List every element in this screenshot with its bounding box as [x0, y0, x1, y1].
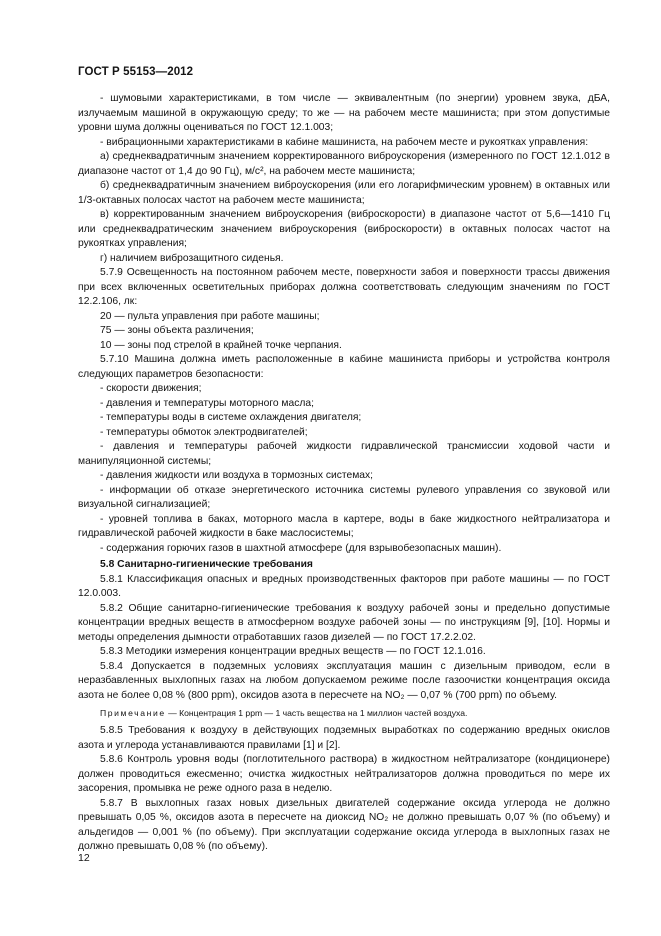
list-item: - температуры обмоток электродвигателей; — [100, 426, 308, 438]
list-item: - давления жидкости или воздуха в тормозных системах; — [100, 470, 374, 481]
list-item: - скорости движения; — [100, 383, 202, 394]
list-item: - температуры воды в системе охлаждения двигателя; — [100, 412, 362, 423]
paragraph: 5.8.7 В выхлопных газах новых дизельных двигателей содержание оксида углерода не должно превышать 0,05 %, оксидов азота в пересчете на диоксид NO₂ не должно превышать 0,07 % (по объему) и альдегидов — 0,001 % (по объему). При эксплуатации содержание оксида углерода в выхлопных газах не должно превышать 0,08 % (по объему). — [78, 797, 610, 852]
paragraph: а) среднеквадратичным значением корректированного виброускорения (измеренного по ГОСТ 12.1.012 в диапазоне частот от 1,4 до 90 Гц), м/с², на рабочем месте машиниста; — [78, 151, 610, 177]
paragraph: 5.8.3 Методики измерения концентрации вредных веществ — по ГОСТ 12.1.016. — [100, 646, 486, 657]
document-header: ГОСТ Р 55153—2012 — [78, 66, 194, 78]
note — [78, 707, 610, 719]
list-item: - уровней топлива в баках, моторного масла в картере, воды в баке жидкостного нейтрализатора и гидравлической рабочей жидкости в баке маслосистемы; — [78, 513, 610, 539]
note-label: Примечание — [100, 708, 166, 718]
paragraph: в) корректированным значением виброускорения (виброскорости) в диапазоне частот от 5,6—1410 Гц или среднеквадратическим значением виброускорения (виброскорости) в октавных полосах частот на рукоятках управления; — [78, 209, 610, 249]
list-item: - давления и температуры рабочей жидкости гидравлической трансмиссии ходовой части и манипуляционной системы; — [78, 441, 610, 467]
paragraph: 5.7.10 Машина должна иметь расположенные в кабине машиниста приборы и устройства контроля следующих параметров безопасности: — [78, 354, 610, 380]
document-body — [78, 92, 610, 855]
paragraph: 5.8.4 Допускается в подземных условиях эксплуатация машин с дизельным приводом, если в неразбавленных выхлопных газах на любом допускаемом режиме после газоочистки концентрация оксида азота не более 0,08 % (800 ppm), оксидов азота в пересчете на NO₂ — 0,07 % (700 ppm) по объему. — [78, 660, 610, 701]
paragraph: б) среднеквадратичным значением виброускорения (или его логарифмическим уровнем) в октавных или 1/3-октавных полосах частот на рабочем месте машиниста; — [78, 180, 610, 206]
paragraph: г) наличием виброзащитного сиденья. — [100, 252, 284, 264]
page-number: 12 — [78, 852, 90, 864]
list-item: 10 — зоны под стрелой в крайней точке черпания. — [100, 339, 342, 351]
paragraph: 5.8.1 Классификация опасных и вредных производственных факторов при работе машины — по ГОСТ 12.0.003. — [78, 573, 610, 599]
list-item: - давления и температуры моторного масла; — [100, 397, 314, 409]
paragraph: - вибрационными характеристиками в кабине машиниста, на рабочем месте и рукоятках управления: — [100, 136, 589, 148]
section-heading: 5.8 Санитарно-гигиенические требования — [100, 559, 313, 570]
note-text: — Концентрация 1 ppm — 1 часть вещества на 1 миллион частей воздуха. — [165, 708, 468, 718]
list-item: 75 — зоны объекта различения; — [100, 325, 254, 336]
list-item: - информации об отказе энергетического источника системы рулевого управления со звуковой или визуальной сигнализацией; — [78, 484, 610, 510]
paragraph: 5.8.6 Контроль уровня воды (поглотительного раствора) в жидкостном нейтрализаторе (кондиционере) должен проводиться ежесменно; очистка жидкостных нейтрализаторов должна проводиться по мере их засорения, промывка не реже одного раза в неделю. — [78, 754, 610, 794]
paragraph: 5.7.9 Освещенность на постоянном рабочем месте, поверхности забоя и поверхности трассы движения при всех включенных осветительных приборах должна соответствовать следующим значениям по ГОСТ 12.2.106, лк: — [78, 267, 610, 307]
paragraph: - шумовыми характеристиками, в том числе — эквивалентным (по энергии) уровнем звука, дБА, излучаемым машиной в окружающую среду; то же — на рабочем месте машиниста; при этом допустимые уровни шума должны оцениваться по ГОСТ 12.1.003; — [78, 93, 610, 133]
list-item: 20 — пульта управления при работе машины; — [100, 310, 320, 322]
list-item: - содержания горючих газов в шахтной атмосфере (для взрывобезопасных машин). — [100, 542, 502, 554]
paragraph: 5.8.5 Требования к воздуху в действующих подземных выработках по содержанию вредных окислов азота и углерода устанавливаются правилами [1] и [2]. — [78, 725, 610, 751]
paragraph: 5.8.2 Общие санитарно-гигиенические требования к воздуху рабочей зоны и предельно допустимые концентрации вредных веществ в атмосферном воздухе рабочей зоны — по инструкциям [9], [10]. Нормы и методы определения дымности отработавших газов дизелей — по ГОСТ 17.2.2.02. — [78, 602, 610, 643]
